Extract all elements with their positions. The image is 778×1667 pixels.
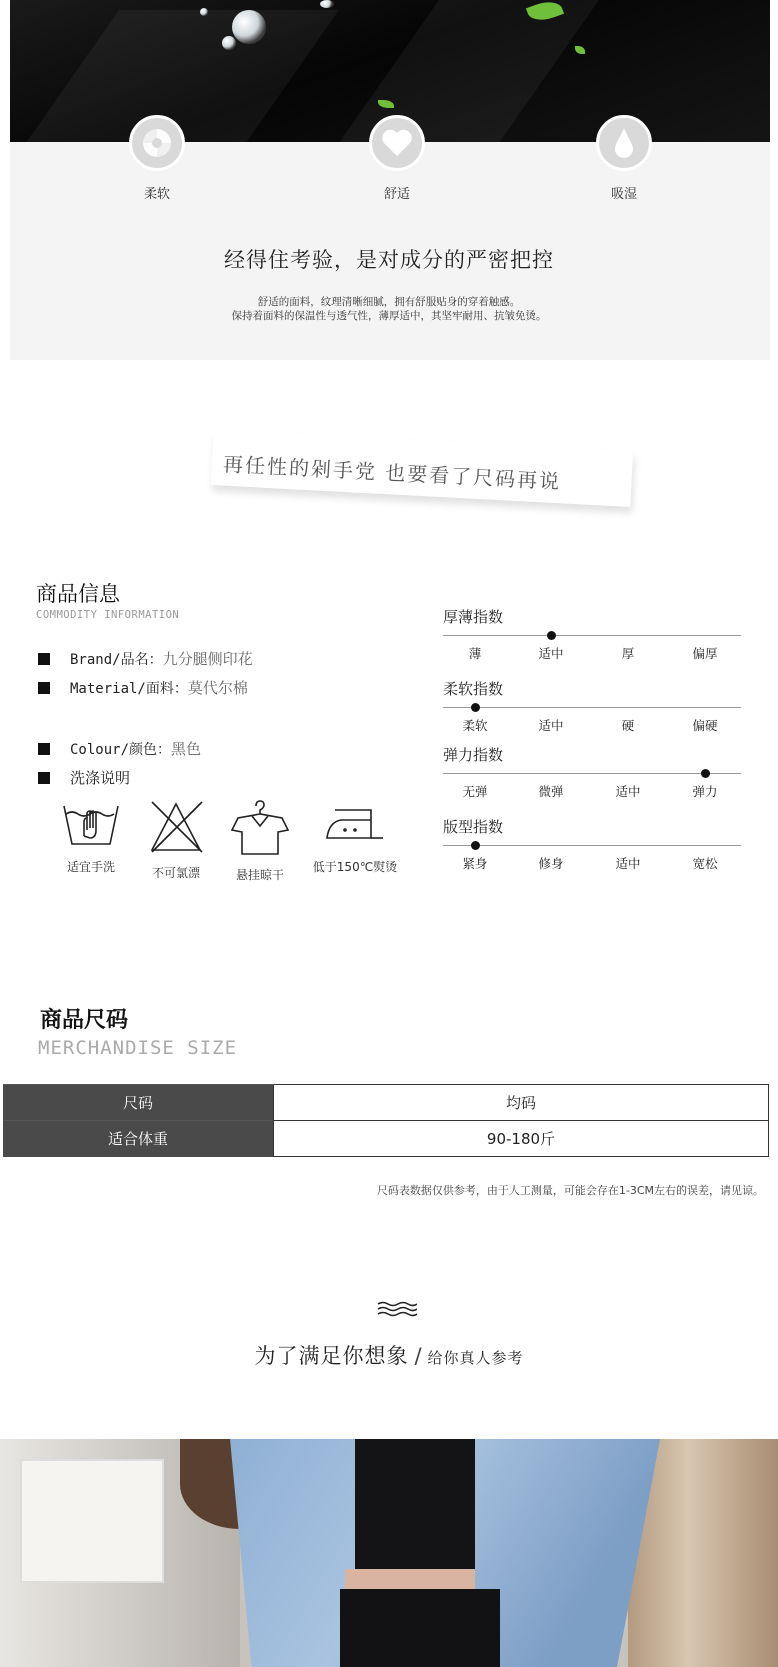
index-scale-line [443, 707, 741, 708]
wash-label: 低于150℃熨烫 [312, 860, 398, 874]
index-title: 厚薄指数 [443, 608, 504, 626]
info-row-colour [38, 738, 201, 759]
feature-label: 舒适 [383, 187, 410, 202]
table-row [3, 1121, 769, 1157]
feature-soft [129, 115, 185, 202]
heart-icon [369, 115, 425, 171]
info-key: Brand/品名： [70, 652, 163, 668]
index-title: 弹力指数 [443, 746, 504, 764]
wash-symbol-hang-dry [215, 800, 305, 883]
wash-label: 适宜手洗 [66, 860, 115, 874]
size-subtitle: MERCHANDISE SIZE [38, 1037, 238, 1059]
index-label: 微弹 [538, 784, 564, 799]
bullet-square-icon [38, 743, 50, 755]
index-label: 适中 [615, 784, 641, 799]
size-value-cell: 90-180斤 [274, 1121, 769, 1157]
fabric-description-line: 保持着面料的保温性与透气性，薄厚适中，其坚牢耐用、抗皱免烫。 [231, 310, 547, 322]
info-value: 莫代尔棉 [187, 679, 248, 697]
bullet-square-icon [38, 682, 50, 694]
info-key: Colour/颜色： [70, 742, 172, 758]
fabric-description-line: 舒适的面料，纹理清晰细腻，拥有舒服贴身的穿着触感。 [257, 296, 521, 308]
index-label: 修身 [538, 856, 564, 871]
feature-label: 柔软 [143, 187, 170, 202]
size-header-cell: 适合体重 [3, 1121, 274, 1157]
index-label: 弹力 [692, 784, 718, 799]
wash-symbol-hand-wash [46, 800, 136, 875]
wash-symbol-iron [305, 800, 405, 875]
size-disclaimer: 尺码表数据仅供参考，由于人工测量，可能会存在1-3CM左右的误差，请见谅。 [376, 1184, 764, 1197]
heading-sub: 给你真人参考 [427, 1349, 524, 1367]
swirl-icon [129, 115, 185, 171]
index-marker-dot [471, 841, 480, 850]
table-row [3, 1085, 769, 1121]
real-person-heading [0, 1340, 778, 1370]
heading-slash: / [414, 1344, 422, 1368]
index-label: 适中 [615, 856, 641, 871]
water-drop-decoration [232, 10, 266, 44]
info-value: 黑色 [171, 740, 202, 758]
index-label: 厚 [621, 646, 635, 661]
index-scale-line [443, 635, 741, 636]
index-marker-dot [471, 703, 480, 712]
no-bleach-icon [148, 800, 204, 854]
info-value: 九分腿侧印花 [162, 650, 253, 668]
index-label: 无弹 [462, 784, 488, 799]
info-key: Material/面料： [70, 681, 188, 697]
water-drop-decoration [222, 36, 236, 50]
product-info-title: 商品信息 [36, 582, 120, 606]
iron-icon [325, 800, 385, 848]
index-label: 适中 [538, 646, 564, 661]
model-photo [0, 1439, 778, 1667]
index-label: 紧身 [462, 856, 488, 871]
wash-symbol-no-bleach [131, 800, 221, 881]
note-text: 再任性的剁手党 也要看了尺码再说 [222, 451, 562, 494]
index-title: 柔软指数 [443, 680, 504, 698]
leaf-decoration [575, 46, 585, 54]
index-label: 硬 [621, 718, 635, 733]
feature-absorb [596, 115, 652, 202]
index-label: 偏硬 [692, 718, 718, 733]
info-row-material [38, 677, 248, 698]
info-row-brand [38, 648, 253, 669]
heading-main: 为了满足你想象 [254, 1344, 409, 1368]
wash-label: 悬挂晾干 [235, 868, 284, 882]
size-title: 商品尺码 [40, 1008, 129, 1033]
product-info-subtitle: COMMODITY INFORMATION [36, 609, 180, 621]
fabric-headline: 经得住考验，是对成分的严密把控 [224, 248, 554, 272]
wave-divider-icon [377, 1301, 417, 1317]
info-key: 洗涤说明 [70, 769, 131, 787]
index-scale-line [443, 773, 741, 774]
hand-wash-icon [62, 800, 120, 848]
water-drop-decoration [200, 8, 208, 16]
feature-label: 吸湿 [610, 187, 637, 202]
index-label: 适中 [538, 718, 564, 733]
index-marker-dot [547, 631, 556, 640]
water-drop-decoration [320, 0, 334, 8]
water-drop-icon [596, 115, 652, 171]
bullet-square-icon [38, 772, 50, 784]
handwritten-note [212, 440, 632, 506]
index-label: 柔软 [462, 718, 488, 733]
feature-comfort [369, 115, 425, 202]
index-scale-line [443, 845, 741, 846]
index-label: 偏厚 [692, 646, 718, 661]
hang-dry-icon [230, 800, 290, 856]
wash-label: 不可氯漂 [151, 866, 200, 880]
index-label: 薄 [468, 646, 482, 661]
index-marker-dot [701, 769, 710, 778]
index-title: 版型指数 [443, 818, 504, 836]
bullet-square-icon [38, 653, 50, 665]
size-value-cell: 均码 [274, 1085, 769, 1121]
index-label: 宽松 [692, 856, 718, 871]
size-table [3, 1084, 769, 1157]
info-row-washing [38, 767, 130, 788]
size-header-cell: 尺码 [3, 1085, 274, 1121]
